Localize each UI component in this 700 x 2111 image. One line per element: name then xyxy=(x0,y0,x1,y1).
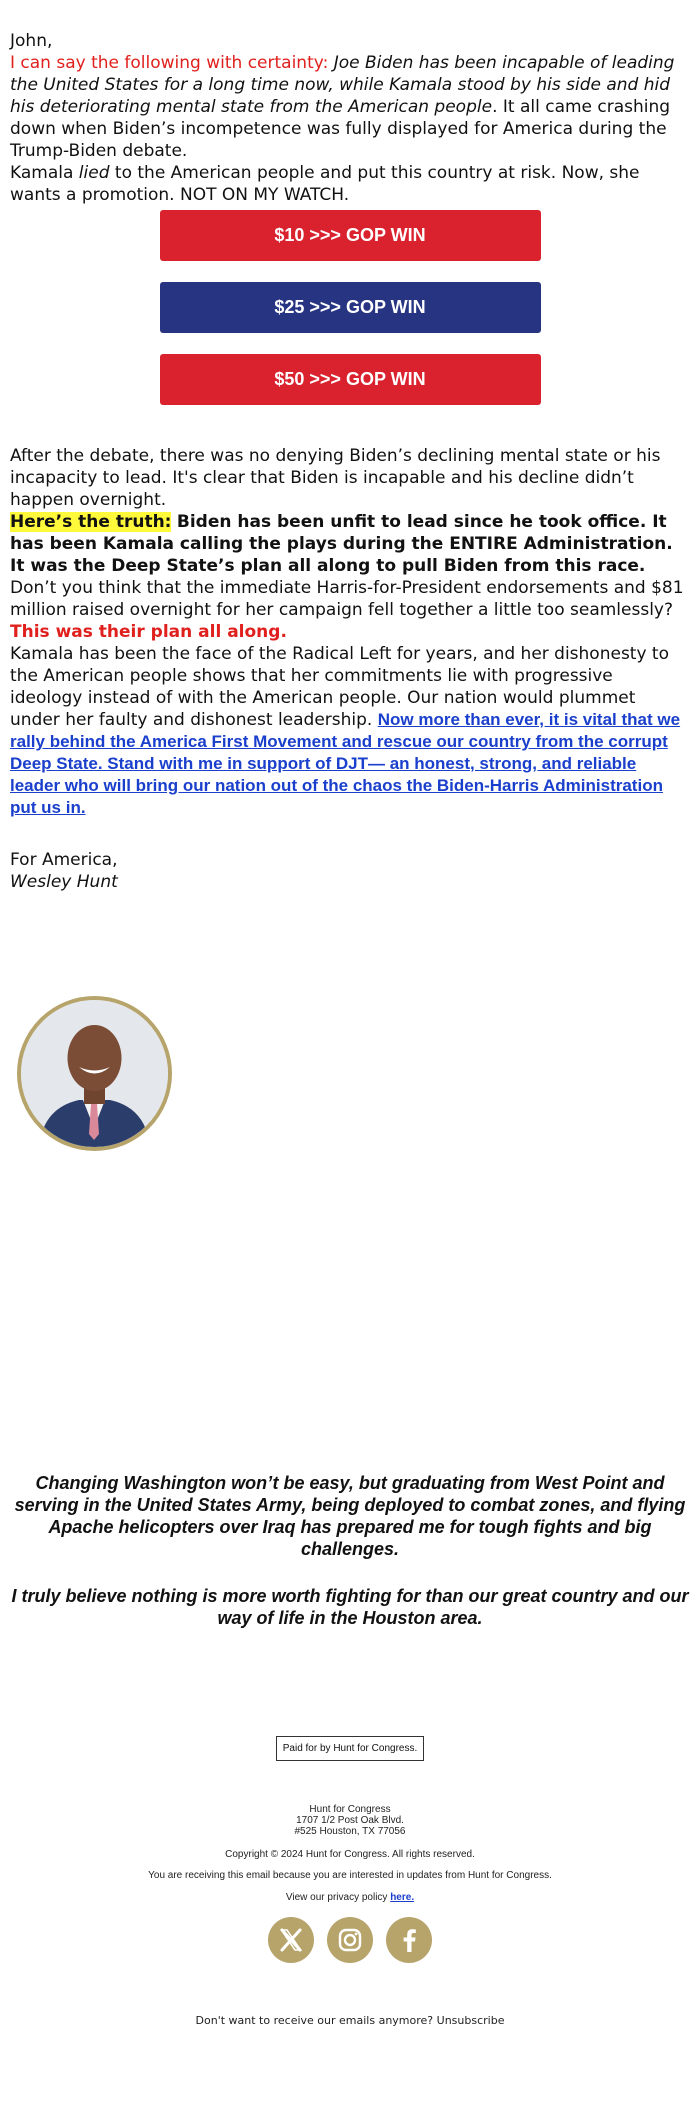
unsubscribe-link[interactable]: Unsubscribe xyxy=(436,2014,505,2027)
donate-buttons xyxy=(10,210,690,405)
signoff-name: Wesley Hunt xyxy=(10,872,118,892)
truth-rest: Biden has been unfit to lead since he took office. It has been Kamala calling the plays during the ENTIRE Administration. It was the Deep State’s plan all along to pull Biden from this race. xyxy=(10,512,673,576)
paragraph-truth xyxy=(10,511,690,577)
donate-50-button[interactable]: $50 >>> GOP WIN xyxy=(160,354,541,405)
radical-left-text: Kamala has been the face of the Radical Left for years, and her dishonesty to the American people shows that her commitments lie with progressive ideology instead of with the American people. Our nation would plummet under her faulty and dishonest leadership. xyxy=(10,644,669,730)
paragraph-endorsements: Don’t you think that the immediate Harris-for-President endorsements and $81 million raised overnight for her campaign fell together a little too seamlessly? xyxy=(10,578,684,620)
footer-reason: You are receiving this email because you are interested in updates from Hunt for Congress. xyxy=(148,1870,552,1881)
paragraph-certainty xyxy=(10,52,690,162)
paid-for-box: Paid for by Hunt for Congress. xyxy=(276,1736,424,1761)
certainty-italic: Joe Biden has been incapable of leading the United States for a long time now, while Kamala stood by his side and hid his deteriorating mental state from the American people xyxy=(10,53,675,117)
signoff xyxy=(10,849,690,893)
quote-houston: I truly believe nothing is more worth fighting for than our great country and our way of life in the Houston area. xyxy=(11,1586,689,1628)
instagram-icon xyxy=(327,1917,373,1963)
privacy-link[interactable]: here. xyxy=(390,1892,415,1903)
paragraph-debate: After the debate, there was no denying Biden’s declining mental state or his incapacity to lead. It's clear that Biden is incapable and his decline didn’t happen overnight. xyxy=(10,446,661,510)
footer-privacy xyxy=(0,1892,700,1904)
certainty-lead: I can say the following with certainty: xyxy=(10,53,329,73)
footer-copyright: Copyright © 2024 Hunt for Congress. All rights reserved. xyxy=(225,1849,475,1860)
unsubscribe-text: Don't want to receive our emails anymore? xyxy=(195,2014,434,2027)
rally-link[interactable]: Now more than ever, it is vital that we rally behind the America First Movement and rescue our country from the corrupt Deep State. Stand with me in support of DJT— an honest, strong, and reliable leader who will bring our nation out of the chaos the Biden-Harris Administration put us in. xyxy=(10,710,681,817)
footer-address-2: #525 Houston, TX 77056 xyxy=(294,1826,406,1837)
paragraph-radical-left xyxy=(10,643,690,819)
lied-mid: to the American people and put this country at risk. Now, she wants a promotion. xyxy=(10,163,640,205)
paragraph-plan: This was their plan all along. xyxy=(10,622,287,642)
lied-caps: NOT ON MY WATCH. xyxy=(180,185,350,205)
avatar-portrait xyxy=(21,1000,168,1147)
footer-address-1: 1707 1/2 Post Oak Blvd. xyxy=(296,1815,404,1826)
email-body xyxy=(10,30,690,893)
donate-10-button[interactable]: $10 >>> GOP WIN xyxy=(160,210,541,261)
signoff-line: For America, xyxy=(10,850,118,870)
lied-pre: Kamala xyxy=(10,163,74,183)
facebook-icon xyxy=(386,1917,432,1963)
certainty-rest: . It all came crashing down when Biden’s incompetence was fully displayed for America during the Trump-Biden debate. xyxy=(10,97,671,161)
footer-org: Hunt for Congress xyxy=(309,1804,391,1815)
facebook-social-link[interactable] xyxy=(386,1917,432,1963)
truth-highlight: Here’s the truth: xyxy=(10,512,172,532)
avatar xyxy=(17,996,172,1151)
unsubscribe-line xyxy=(0,2014,700,2027)
quote-west-point: Changing Washington won’t be easy, but graduating from West Point and serving in the United States Army, being deployed to combat zones, and flying Apache helicopters over Iraq has prepared me for tough fights and big challenges. xyxy=(14,1473,686,1559)
x-social-link[interactable] xyxy=(268,1917,314,1963)
greeting: John, xyxy=(10,31,53,51)
privacy-text: View our privacy policy xyxy=(285,1892,388,1903)
donate-25-button[interactable]: $25 >>> GOP WIN xyxy=(160,282,541,333)
x-icon xyxy=(268,1917,314,1963)
instagram-social-link[interactable] xyxy=(327,1917,373,1963)
paragraph-lied xyxy=(10,162,690,206)
lied-italic: lied xyxy=(78,163,110,183)
